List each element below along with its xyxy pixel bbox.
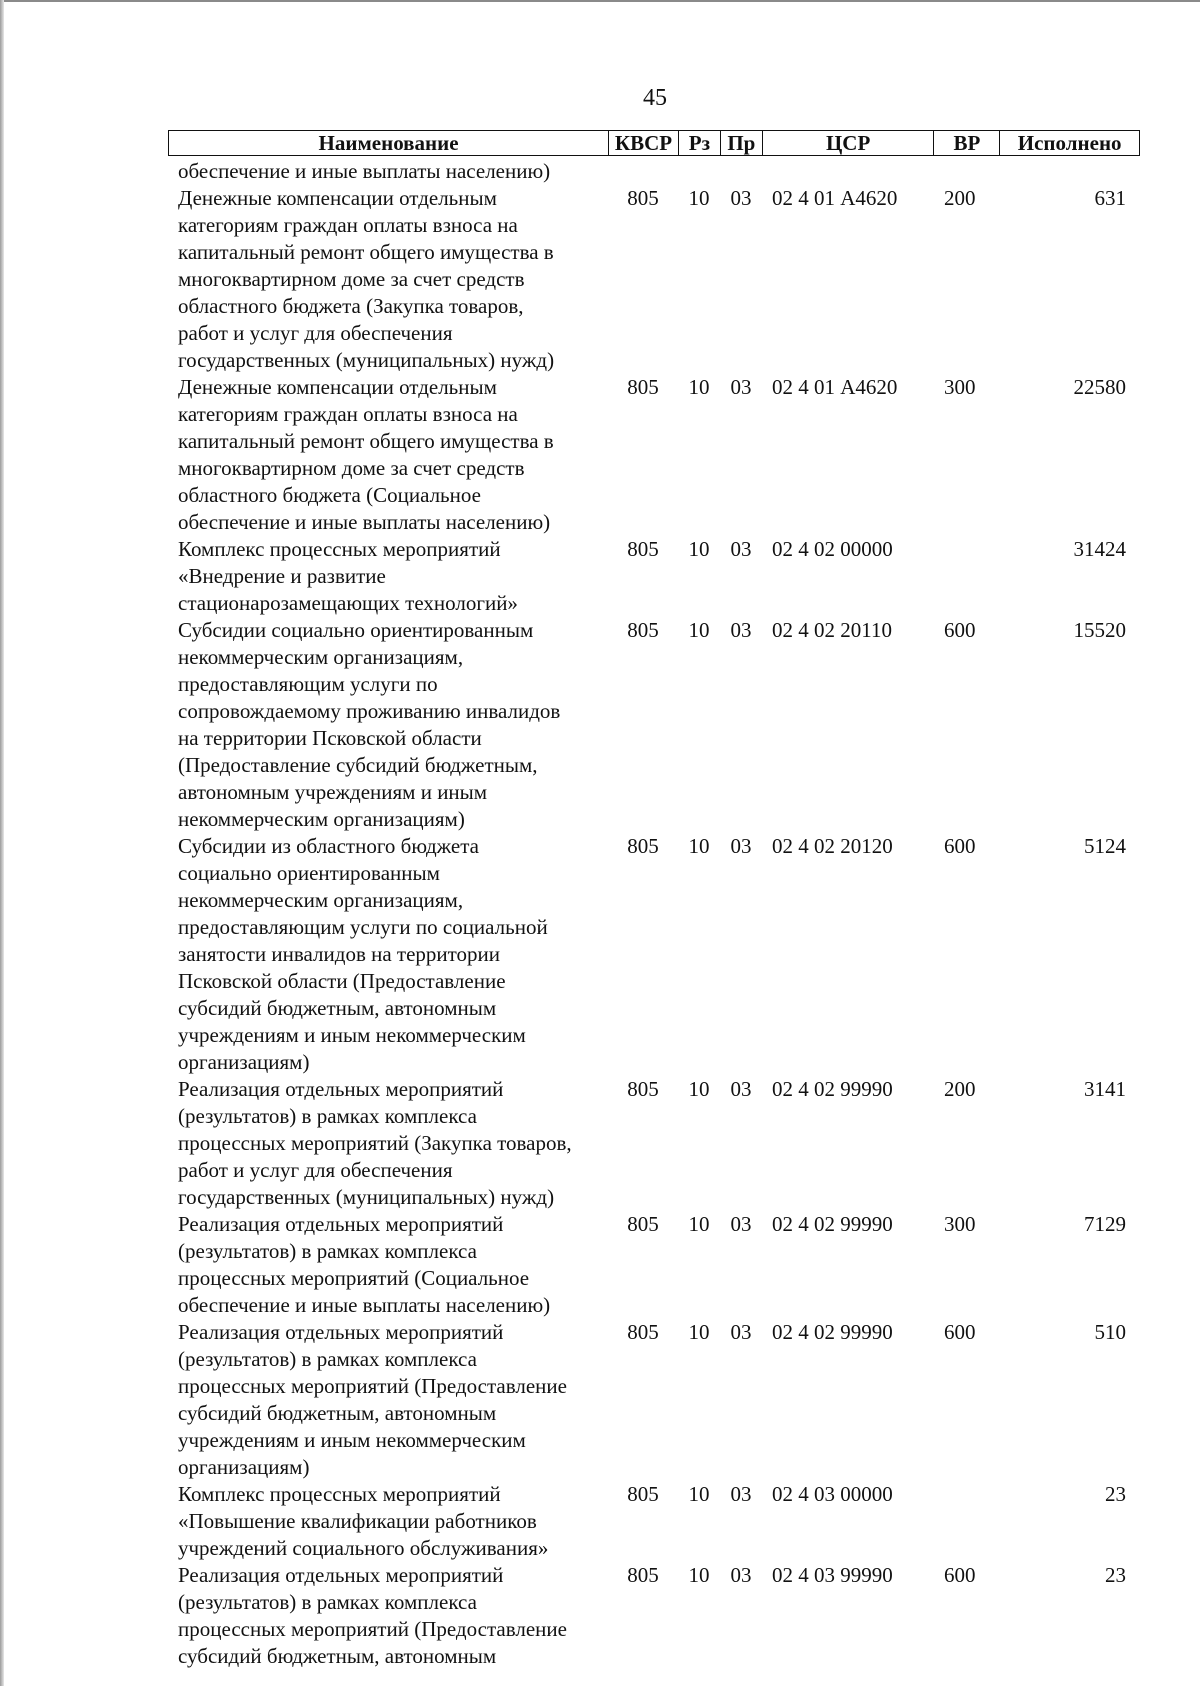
row-csr: 02 4 03 00000 (772, 1482, 893, 1506)
scan-edge-left (0, 0, 4, 1686)
row-name: Реализация отдельных мероприятий (результатов) в рамках комплекса процессных мероприятий (Предоставление субсидий бюджетным, автономным (178, 1563, 567, 1668)
row-pr: 03 (730, 1563, 752, 1587)
row-executed: 23 (1105, 1563, 1126, 1587)
row-csr: 02 4 02 99990 (772, 1320, 893, 1344)
row-rz: 10 (688, 834, 710, 858)
row-kvsr: 805 (627, 1077, 659, 1101)
row-name: обеспечение и иные выплаты населению) (178, 159, 551, 183)
table-row (168, 374, 1140, 536)
row-rz: 10 (688, 1320, 710, 1344)
table-row (168, 1319, 1140, 1481)
table-header (168, 130, 1140, 156)
row-executed: 31424 (1073, 537, 1126, 561)
row-rz: 10 (688, 1563, 710, 1587)
header-pr: Пр (720, 131, 762, 155)
row-pr: 03 (730, 834, 752, 858)
table-row (168, 185, 1140, 374)
row-vr: 300 (944, 1212, 976, 1236)
row-kvsr: 805 (627, 1212, 659, 1236)
row-vr: 200 (944, 186, 976, 210)
row-kvsr: 805 (627, 1320, 659, 1344)
scan-edge-top (0, 0, 1200, 2)
header-executed: Исполнено (999, 131, 1139, 155)
row-rz: 10 (688, 186, 710, 210)
row-pr: 03 (730, 375, 752, 399)
row-pr: 03 (730, 186, 752, 210)
row-executed: 22580 (1073, 375, 1126, 399)
row-rz: 10 (688, 1212, 710, 1236)
row-executed: 7129 (1084, 1212, 1126, 1236)
header-kvsr: КВСР (608, 131, 678, 155)
row-pr: 03 (730, 537, 752, 561)
row-kvsr: 805 (627, 618, 659, 642)
row-rz: 10 (688, 618, 710, 642)
row-vr (934, 536, 1000, 617)
row-executed: 5124 (1084, 834, 1126, 858)
row-vr: 200 (944, 1077, 976, 1101)
header-name: Наименование (318, 131, 459, 155)
row-vr: 600 (944, 1320, 976, 1344)
row-kvsr: 805 (627, 1563, 659, 1587)
row-vr (934, 1481, 1000, 1562)
row-name: Реализация отдельных мероприятий (результатов) в рамках комплекса процессных мероприятий (Закупка товаров, работ и услуг для обеспечения государственных (муниципальных) нужд) (178, 1077, 572, 1209)
row-name: Реализация отдельных мероприятий (результатов) в рамках комплекса процессных мероприятий (Предоставление субсидий бюджетным, автономным учреждениям и иным некоммерческим организациям) (178, 1320, 567, 1479)
row-name: Денежные компенсации отдельным категориям граждан оплаты взноса на капитальный ремонт общего имущества в многоквартирном доме за счет средств областного бюджета (Социальное обеспечение и иные выплаты населению) (178, 375, 554, 534)
row-kvsr: 805 (627, 537, 659, 561)
table-row (168, 1211, 1140, 1319)
budget-table (168, 130, 1140, 1670)
row-container (168, 185, 1140, 1670)
table-body (168, 156, 1140, 1670)
row-csr: 02 4 03 99990 (772, 1563, 893, 1587)
row-executed: 23 (1105, 1482, 1126, 1506)
header-csr: ЦСР (762, 131, 934, 155)
row-pr: 03 (730, 1212, 752, 1236)
header-vr: ВР (933, 131, 999, 155)
row-csr: 02 4 02 00000 (772, 537, 893, 561)
row-name: Реализация отдельных мероприятий (результатов) в рамках комплекса процессных мероприятий (Социальное обеспечение и иные выплаты населению) (178, 1212, 551, 1317)
row-name: Комплекс процессных мероприятий «Внедрение и развитие стационарозамещающих технологий» (178, 537, 518, 615)
row-pr: 03 (730, 1482, 752, 1506)
row-executed: 3141 (1084, 1077, 1126, 1101)
table-row (168, 536, 1140, 617)
row-vr: 600 (944, 834, 976, 858)
row-csr: 02 4 02 99990 (772, 1212, 893, 1236)
page-number: 45 (643, 85, 667, 111)
row-kvsr: 805 (627, 186, 659, 210)
table-row (168, 1076, 1140, 1211)
row-rz: 10 (688, 1482, 710, 1506)
row-kvsr: 805 (627, 375, 659, 399)
row-vr: 300 (944, 375, 976, 399)
row-pr: 03 (730, 1077, 752, 1101)
row-pr: 03 (730, 1320, 752, 1344)
row-rz: 10 (688, 537, 710, 561)
row-name: Субсидии из областного бюджета социально ориентированным некоммерческим организациям, предоставляющим услуги по социальной занятости инвалидов на территории Псковской области (Предоставление субсидий бюджетным, автономным учреждениям и иным некоммерческим организациям) (178, 834, 548, 1074)
table-row (168, 833, 1140, 1076)
table-row-continuation (168, 158, 1140, 185)
row-name: Субсидии социально ориентированным некоммерческим организациям, предоставляющим услуги по сопровождаемому проживанию инвалидов на территории Псковской области (Предоставление субсидий бюджетным, автономным учреждениям и иным некоммерческим организациям) (178, 618, 561, 831)
table-row (168, 1562, 1140, 1670)
table-row (168, 617, 1140, 833)
row-csr: 02 4 02 20120 (772, 834, 893, 858)
row-name: Денежные компенсации отдельным категориям граждан оплаты взноса на капитальный ремонт общего имущества в многоквартирном доме за счет средств областного бюджета (Закупка товаров, работ и услуг для обеспечения государственных (муниципальных) нужд) (178, 186, 555, 372)
header-rz: Рз (678, 131, 720, 155)
row-csr: 02 4 02 99990 (772, 1077, 893, 1101)
row-csr: 02 4 02 20110 (772, 618, 892, 642)
row-executed: 510 (1094, 1320, 1126, 1344)
row-kvsr: 805 (627, 1482, 659, 1506)
row-rz: 10 (688, 375, 710, 399)
row-executed: 631 (1094, 186, 1126, 210)
row-vr: 600 (944, 1563, 976, 1587)
row-csr: 02 4 01 А4620 (772, 375, 898, 399)
row-name: Комплекс процессных мероприятий «Повышение квалификации работников учреждений социального обслуживания» (178, 1482, 549, 1560)
row-pr: 03 (730, 618, 752, 642)
row-vr: 600 (944, 618, 976, 642)
row-executed: 15520 (1073, 618, 1126, 642)
row-csr: 02 4 01 А4620 (772, 186, 898, 210)
table-row (168, 1481, 1140, 1562)
row-rz: 10 (688, 1077, 710, 1101)
row-kvsr: 805 (627, 834, 659, 858)
